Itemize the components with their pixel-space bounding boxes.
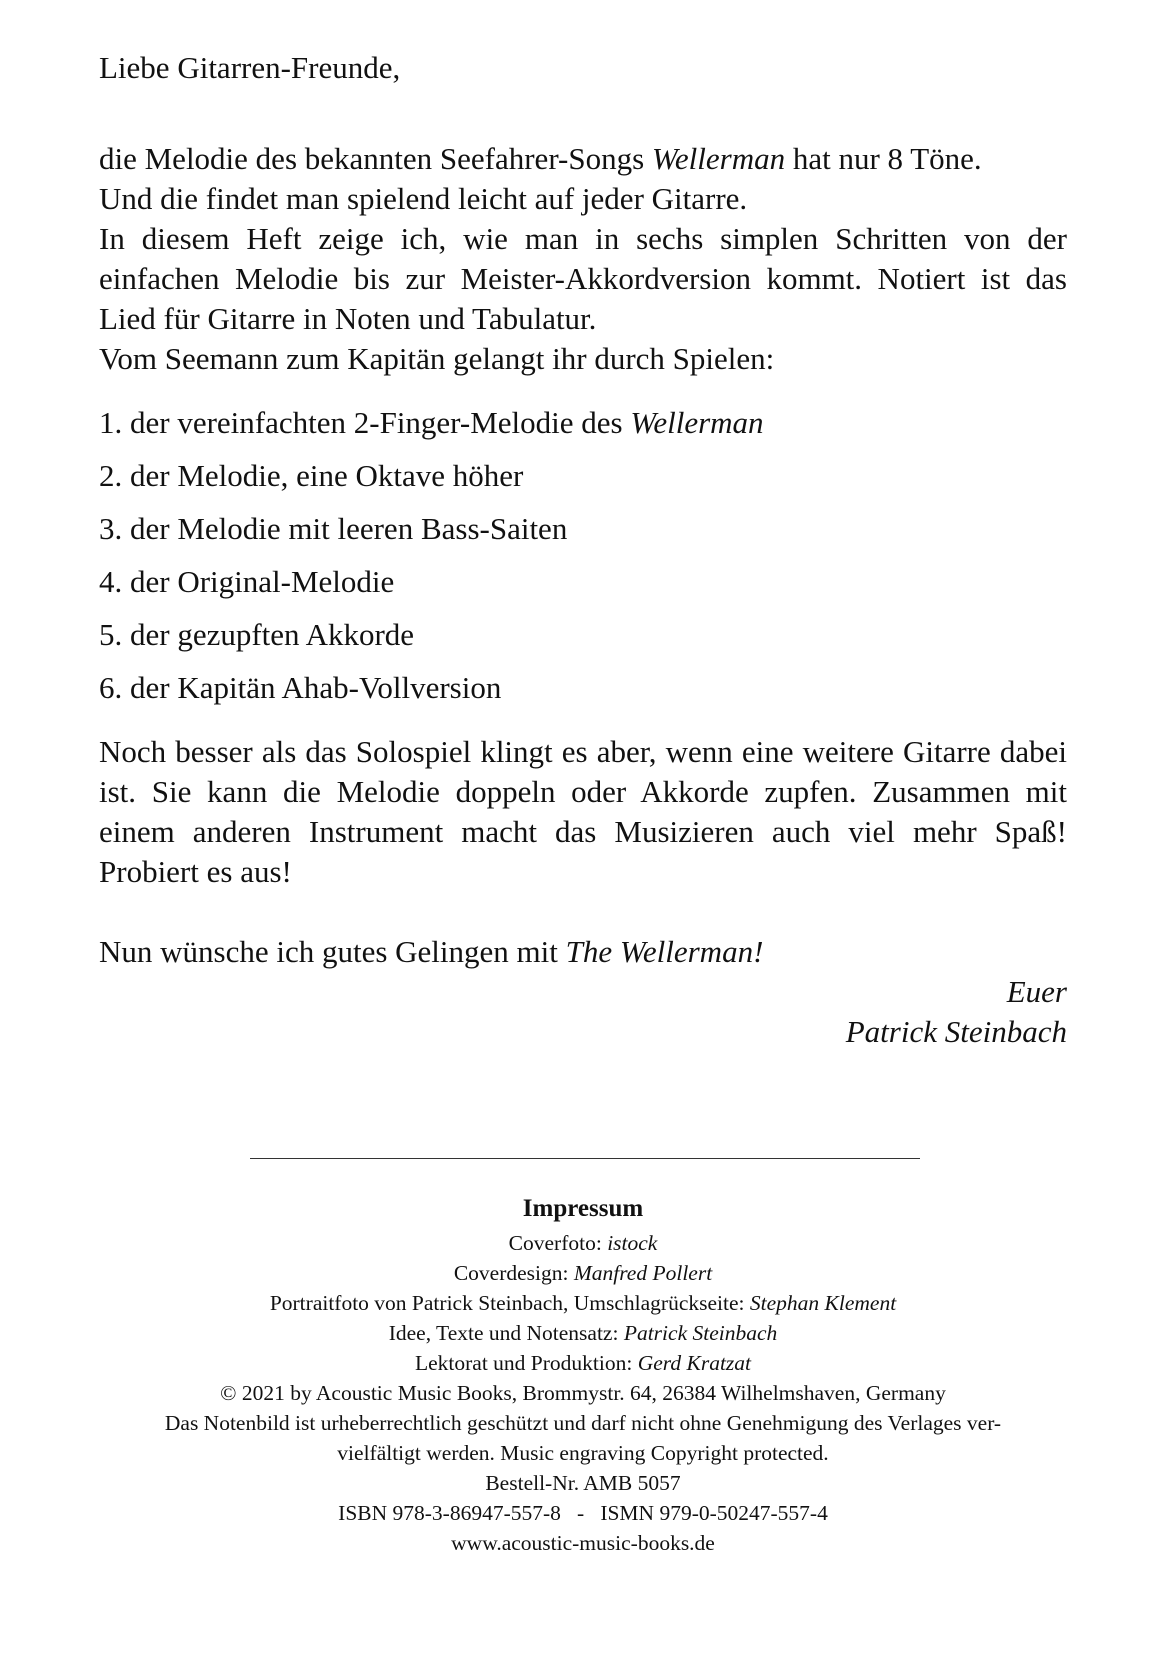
list-item: 5. der gezupften Akkorde [99,617,415,652]
impressum-heading: Impressum [522,1195,644,1222]
order-number: Bestell-Nr. AMB 5057 [485,1471,681,1495]
isbn-line: ISBN 978-3-86947-557-8 - ISMN 979-0-50247-557-4 [338,1501,828,1525]
intro-line-2: Und die findet man spielend leicht auf jeder Gitarre. [99,181,748,216]
credit-value: istock [607,1231,658,1255]
letter-body [99,48,1067,1052]
intro-text-end: hat nur 8 Töne. [785,141,982,176]
credit-label: Coverdesign: [453,1261,574,1285]
list-item: 4. der Original-Melodie [99,564,395,599]
wishes-title: The Wellerman! [565,934,764,969]
credit-lektorat [80,1348,1086,1378]
description-paragraph: In diesem Heft zeige ich, wie man in sechs simplen Schritten von der einfachen Melodie bis zur Meister-Akkordversion kommt. Notiert ist das Lied für Gitarre in Noten und Tabulatur. [99,221,1067,336]
wishes-text: Nun wünsche ich gutes Gelingen mit [99,934,566,969]
credit-label: Lektorat und Produktion: [414,1351,638,1375]
notice-line-1: Das Notenbild ist urheberrechtlich geschützt und darf nicht ohne Genehmigung des Verlages ver- [164,1411,1002,1435]
credit-value: Patrick Steinbach [623,1321,778,1345]
list-item: 3. der Melodie mit leeren Bass-Saiten [99,511,568,546]
steps-intro: Vom Seemann zum Kapitän gelangt ihr durch Spielen: [99,341,775,376]
credit-value: Manfred Pollert [573,1261,713,1285]
intro-text: die Melodie des bekannten Seefahrer-Songs [99,141,652,176]
list-item [99,403,1067,443]
credit-label: Portraitfoto von Patrick Steinbach, Umschlagrückseite: [269,1291,750,1315]
steps-list [99,403,1067,708]
signature: Patrick Steinbach [845,1014,1067,1049]
credit-coverfoto [80,1228,1086,1258]
list-item-text: 1. der vereinfachten 2-Finger-Melodie des [99,405,631,440]
greeting: Liebe Gitarren-Freunde, [99,50,401,85]
notice-line-2: vielfältigt werden. Music engraving Copyright protected. [337,1441,829,1465]
impressum-section [80,1192,1086,1558]
song-title: Wellerman [651,141,786,176]
credit-value: Stephan Klement [749,1291,897,1315]
list-item-em: Wellerman [630,405,764,440]
list-item: 2. der Melodie, eine Oktave höher [99,458,524,493]
credit-value: Gerd Kratzat [637,1351,752,1375]
website-url: www.acoustic-music-books.de [451,1531,715,1555]
credit-coverdesign [80,1258,1086,1288]
ensemble-paragraph: Noch besser als das Solospiel klingt es aber, wenn eine weitere Gitarre dabei ist. Sie kann die Melodie doppeln oder Akkorde zupfen. Zusammen mit einem anderen Instrument macht das Musizieren auch viel mehr Spaß! Probiert es aus! [99,734,1067,889]
divider [250,1158,920,1159]
intro-paragraph [99,139,1067,219]
credit-idee [80,1318,1086,1348]
credit-label: Idee, Texte und Notensatz: [388,1321,624,1345]
credit-portrait [80,1288,1086,1318]
list-item: 6. der Kapitän Ahab-Vollversion [99,670,502,705]
credit-label: Coverfoto: [508,1231,608,1255]
closing: Euer [1006,974,1067,1009]
wishes-paragraph [99,932,1067,972]
copyright-line: © 2021 by Acoustic Music Books, Brommystr. 64, 26384 Wilhelmshaven, Germany [220,1381,946,1405]
